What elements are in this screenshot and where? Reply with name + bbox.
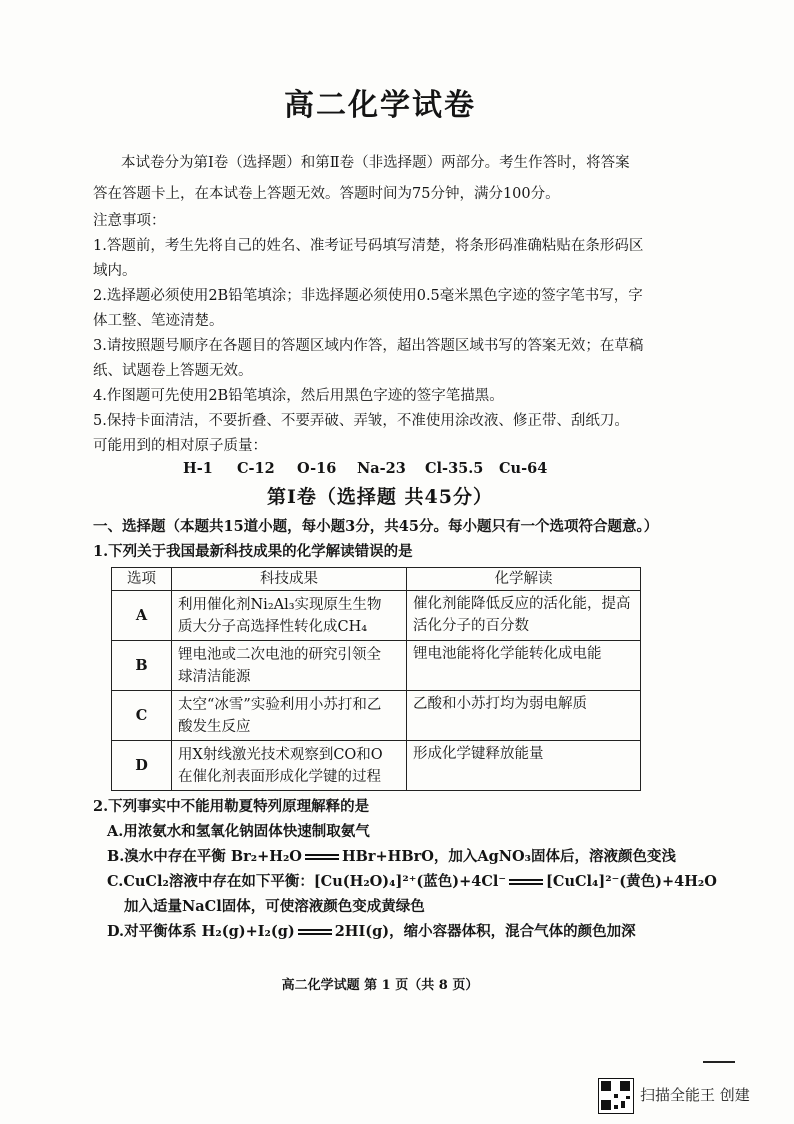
divider: [703, 1061, 735, 1063]
q2-option-c-right: [CuCl₄]²⁻(黄色)+4H₂O: [546, 873, 717, 890]
section-instruction: 一、选择题（本题共15道小题，每小题3分，共45分。每小题只有一个选项符合题意。）: [93, 518, 659, 535]
note-item: 域内。: [93, 263, 137, 279]
q1-table: [111, 567, 641, 791]
q2-option-b-right: HBr+HBrO，加入AgNO₃固体后，溶液颜色变浅: [341, 848, 677, 865]
scanner-watermark: 扫描全能王 创建: [640, 1086, 750, 1104]
note-item: 1.答题前，考生先将自己的姓名、准考证号码填写清楚，将条形码准确粘贴在条形码区: [93, 238, 644, 254]
equilibrium-arrow-icon: [509, 877, 543, 887]
tech-cell: [172, 691, 407, 741]
exam-title: 高二化学试卷: [284, 88, 476, 123]
note-item: 2.选择题必须使用2B铅笔填涂；非选择题必须使用0.5毫米黑色字迹的签字笔书写，字: [93, 288, 643, 304]
atomic-mass-h: H-1: [183, 460, 213, 477]
interp-line: 乙酸和小苏打均为弱电解质: [413, 696, 587, 712]
note-item: 纸、试题卷上答题无效。: [93, 363, 253, 379]
q2-stem: 2.下列事实中不能用勒夏特列原理解释的是: [93, 798, 370, 815]
q2-option-c: [107, 872, 717, 892]
table-header-row: [112, 568, 641, 591]
section-title: 第Ⅰ卷（选择题 共45分）: [267, 486, 493, 508]
interp-cell: [407, 741, 641, 791]
option-cell: C: [112, 691, 172, 741]
atomic-mass-cu: Cu-64: [499, 460, 548, 477]
atomic-mass-c: C-12: [237, 460, 275, 477]
option-cell: B: [112, 641, 172, 691]
q2-option-b: [107, 847, 676, 867]
interp-line: 催化剂能降低反应的活化能，提高: [413, 596, 631, 612]
option-cell: A: [112, 591, 172, 641]
q1-stem: 1.下列关于我国最新科技成果的化学解读错误的是: [93, 543, 413, 560]
table-header: 科技成果: [172, 568, 407, 591]
tech-line: 在催化剂表面形成化学键的过程: [178, 768, 381, 785]
tech-cell: [172, 641, 407, 691]
atomic-mass-cl: Cl-35.5: [425, 460, 484, 477]
table-row: [112, 591, 641, 641]
table-row: [112, 641, 641, 691]
q2-option-d-left: D.对平衡体系 H₂(g)+I₂(g): [107, 923, 295, 940]
q2-option-c-cont: 加入适量NaCl固体，可使溶液颜色变成黄绿色: [124, 898, 425, 915]
table-row: [112, 691, 641, 741]
interp-cell: [407, 641, 641, 691]
interp-cell: [407, 591, 641, 641]
tech-cell: [172, 591, 407, 641]
atomic-mass-label: 可能用到的相对原子质量：: [93, 438, 267, 454]
note-item: 4.作图题可先使用2B铅笔填涂，然后用黑色字迹的签字笔描黑。: [93, 388, 504, 404]
tech-cell: [172, 741, 407, 791]
interp-cell: [407, 691, 641, 741]
tech-line: 球清洁能源: [178, 668, 251, 685]
table-row: [112, 741, 641, 791]
tech-line: 用X射线激光技术观察到CO和O: [178, 746, 383, 763]
q2-option-d: [107, 922, 636, 942]
note-item: 5.保持卡面清洁，不要折叠、不要弄破、弄皱，不准使用涂改液、修正带、刮纸刀。: [93, 413, 629, 429]
option-cell: D: [112, 741, 172, 791]
equilibrium-arrow-icon: [298, 927, 332, 937]
notes-heading: 注意事项：: [93, 213, 166, 229]
note-item: 3.请按照题号顺序在各题目的答题区域内作答，超出答题区域书写的答案无效；在草稿: [93, 338, 644, 354]
tech-line: 锂电池或二次电池的研究引领全: [178, 646, 381, 663]
tech-line: 质大分子高选择性转化成CH₄: [178, 618, 368, 635]
intro-line-2: 答在答题卡上，在本试卷上答题无效。答题时间为75分钟，满分100分。: [93, 186, 560, 202]
q2-option-a: A.用浓氨水和氢氧化钠固体快速制取氨气: [107, 823, 370, 840]
note-item: 体工整、笔迹清楚。: [93, 313, 224, 329]
equilibrium-arrow-icon: [305, 852, 339, 862]
atomic-mass-o: O-16: [297, 460, 337, 477]
interp-line: 形成化学键释放能量: [413, 746, 544, 762]
table-header: 化学解读: [407, 568, 641, 591]
intro-line-1: 本试卷分为第Ⅰ卷（选择题）和第Ⅱ卷（非选择题）两部分。考生作答时，将答案: [121, 155, 630, 171]
tech-line: 太空“冰雪”实验利用小苏打和乙: [178, 696, 382, 713]
tech-line: 酸发生反应: [178, 718, 251, 735]
page-footer: 高二化学试题 第 1 页（共 8 页）: [281, 978, 479, 993]
interp-line: 活化分子的百分数: [413, 618, 529, 634]
atomic-mass-na: Na-23: [357, 460, 406, 477]
q2-option-b-left: B.溴水中存在平衡 Br₂+H₂O: [107, 848, 302, 865]
q2-option-d-right: 2HI(g)，缩小容器体积，混合气体的颜色加深: [334, 923, 636, 940]
tech-line: 利用催化剂Ni₂Al₃实现原生生物: [178, 596, 382, 613]
atomic-mass-list: [183, 460, 549, 477]
q2-option-c-left: C.CuCl₂溶液中存在如下平衡：[Cu(H₂O)₄]²⁺(蓝色)+4Cl⁻: [107, 873, 507, 890]
qr-code-icon: [598, 1078, 634, 1114]
interp-line: 锂电池能将化学能转化成电能: [413, 646, 602, 662]
table-header: 选项: [112, 568, 172, 591]
